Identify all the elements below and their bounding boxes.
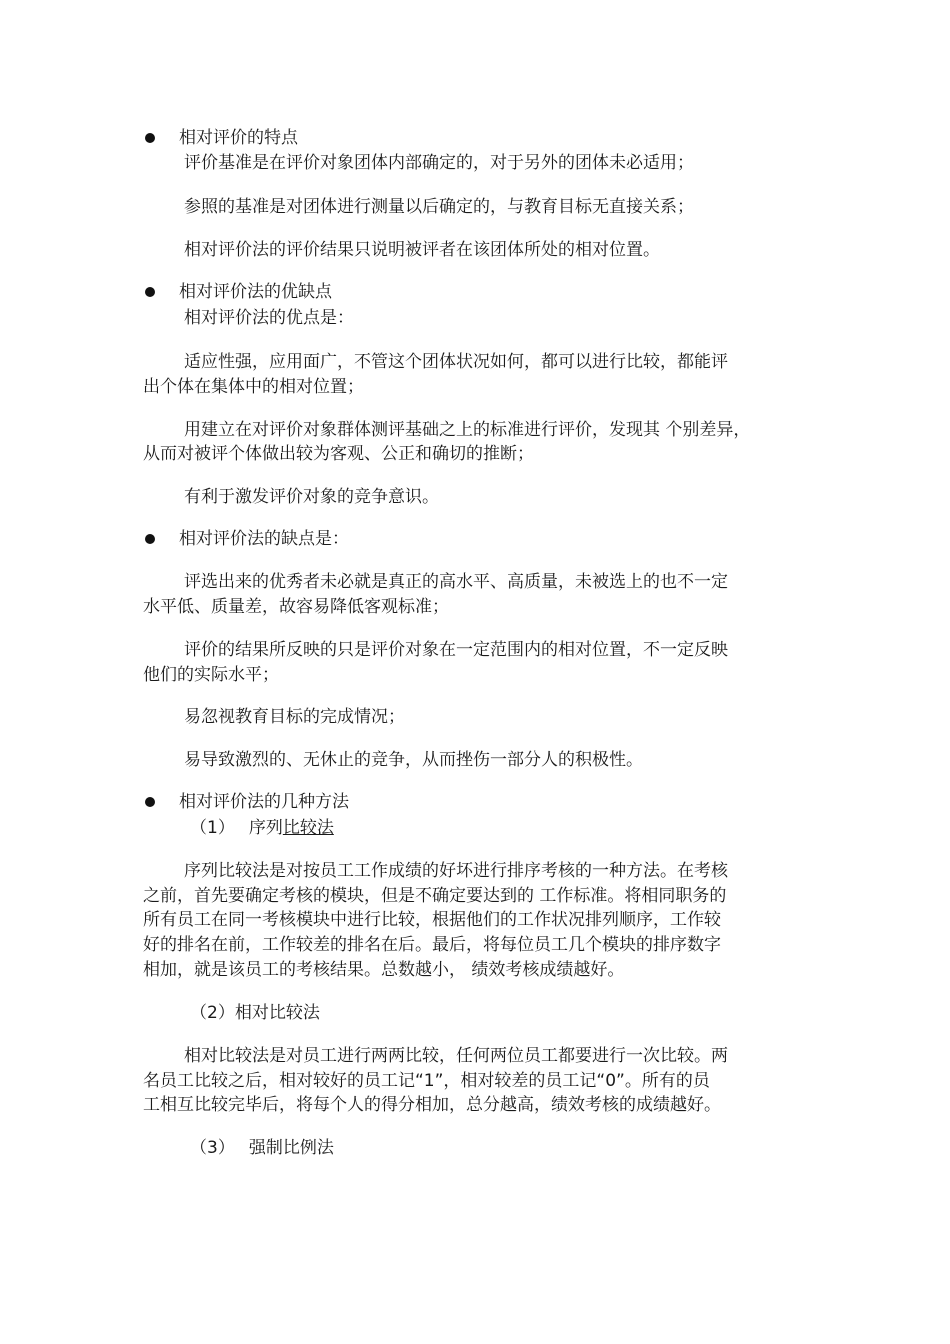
paragraph-line: 易忽视教育目标的完成情况； — [184, 707, 405, 727]
paragraph-line: 评价基准是在评价对象团体内部确定的，对于另外的团体未必适用； — [184, 153, 694, 173]
paragraph-line: 有利于激发评价对象的竞争意识。 — [184, 487, 439, 507]
bullet-icon — [145, 133, 155, 143]
bullet-icon — [145, 534, 155, 544]
paragraph-line: 他们的实际水平； — [143, 665, 279, 685]
paragraph-line: 相对评价法的评价结果只说明被评者在该团体所处的相对位置。 — [184, 240, 660, 260]
paragraph-line: 评选出来的优秀者未必就是真正的高水平、高质量，未被选上的也不一定 — [184, 572, 728, 592]
paragraph-line: 评价的结果所反映的只是评价对象在一定范围内的相对位置，不一定反映 — [184, 640, 728, 660]
method-number: （3） — [190, 1138, 235, 1158]
paragraph-line: 适应性强，应用面广，不管这个团体状况如何，都可以进行比较，都能评 — [184, 352, 728, 372]
paragraph-line: 好的排名在前，工作较差的排名在后。最后，将每位员工几个模块的排序数字 — [143, 935, 721, 955]
paragraph-line: 用建立在对评价对象群体测评基础之上的标准进行评价，发现其 个别差异， — [184, 420, 751, 440]
section-heading: 相对评价法的优缺点 — [179, 282, 332, 302]
bullet-icon — [145, 287, 155, 297]
paragraph-line: 相对比较法是对员工进行两两比较，任何两位员工都要进行一次比较。两 — [184, 1046, 728, 1066]
bullet-icon — [145, 797, 155, 807]
method-number: （1） — [190, 818, 235, 838]
method-name: 序列 — [248, 818, 283, 838]
paragraph-line: 参照的基准是对团体进行测量以后确定的，与教育目标无直接关系； — [184, 197, 694, 217]
paragraph-line: 从而对被评个体做出较为客观、公正和确切的推断； — [143, 444, 534, 464]
paragraph-line: 工相互比较完毕后，将每个人的得分相加，总分越高，绩效考核的成绩越好。 — [143, 1095, 721, 1115]
section-heading: 相对评价法的缺点是： — [179, 529, 349, 549]
section-heading: 相对评价法的几种方法 — [179, 792, 349, 812]
paragraph-line: 所有员工在同一考核模块中进行比较，根据他们的工作状况排列顺序，工作较 — [143, 910, 721, 930]
paragraph-line: 序列比较法是对按员工工作成绩的好坏进行排序考核的一种方法。在考核 — [184, 861, 728, 881]
paragraph-line: 出个体在集体中的相对位置； — [143, 377, 364, 397]
paragraph-line: 名员工比较之后，相对较好的员工记“1”，相对较差的员工记“0”。所有的员 — [143, 1071, 710, 1091]
paragraph-line: 之前，首先要确定考核的模块，但是不确定要达到的 工作标准。将相同职务的 — [143, 886, 727, 906]
method-name-link: 比较法 — [282, 818, 334, 838]
paragraph-line: 水平低、质量差，故容易降低客观标准； — [143, 597, 449, 617]
method-3-title — [190, 1138, 334, 1158]
section-heading: 相对评价的特点 — [179, 128, 298, 148]
paragraph-line: 相加，就是该员工的考核结果。总数越小， 绩效考核成绩越好。 — [143, 960, 625, 980]
paragraph-line: 相对评价法的优点是： — [184, 308, 354, 328]
method-2-title: （2）相对比较法 — [190, 1003, 320, 1023]
paragraph-line: 易导致激烈的、无休止的竞争，从而挫伤一部分人的积极性。 — [184, 750, 643, 770]
method-name: 强制比例法 — [248, 1138, 334, 1158]
method-1-title — [190, 818, 334, 838]
